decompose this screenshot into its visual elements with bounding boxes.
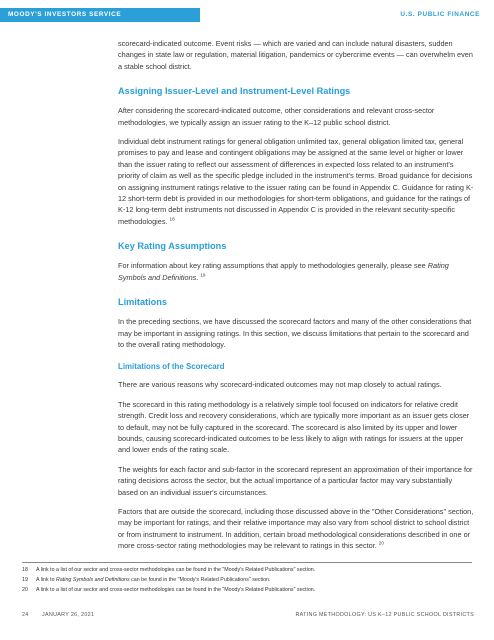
- assign-paragraph-2: Individual debt instrument ratings for general obligation unlimited tax, general obligation limited tax, general promises to pay and lease and contingent obligations may be assigned at the same level or higher or lower than the issuer rating to reflect our assessment of differences in expected loss related to an instrument's priority of claim as well as the specific pledge included in the instrument's terms. Broad guidance for decisions on assigning instrument ratings relative to the issuer rating can be found in Appendix C. Guidance for rating K-12 short-term debt is provided in our methodologies for short-term obligations, and guidance for the ratings of K-12 long-term debt instruments not discussed in Appendix C is provided in the relevant security-specific methodologies. $^{18}$: [118, 137, 474, 226]
- footnote-ref-19[interactable]: 19: [200, 272, 206, 278]
- footnote-19: 19 A link to Rating Symbols and Definitions can be found in the "Moody's Related Publications" section.: [22, 577, 271, 583]
- scorecard-limit-paragraph-2: The scorecard in this rating methodology is a relatively simple tool focused on indicators for relative credit strength. Credit loss and recovery considerations, which are typically more important as an issuer gets closer to default, may not be fully captured in the scorecard. The scorecard is also limited by its upper and lower bounds, causing scorecard-indicated outcomes to be less likely to align with ratings for issuers at the upper and lower ends of the rating scale.: [118, 399, 470, 455]
- footer-date: JANUARY 26, 2021: [42, 612, 95, 618]
- assign-paragraph-1: After considering the scorecard-indicated outcome, other considerations and relevant cross-sector methodologies, we typically assign an issuer rating to the K–12 public school district.: [118, 106, 435, 127]
- heading-key-rating-assumptions: Key Rating Assumptions: [118, 241, 227, 252]
- heading-limitations-scorecard: Limitations of the Scorecard: [118, 362, 225, 372]
- footnote-20: 20 A link to a list of our sector and cross-sector methodologies can be found in the "Moody's Related Publications" section.: [22, 587, 316, 593]
- footnote-ref-18[interactable]: 18: [169, 216, 175, 222]
- limitations-paragraph: In the preceding sections, we have discussed the scorecard factors and many of the other considerations that may be important in assigning ratings. In this section, we discuss limitations that pertain to the scorecard and to the overall rating methodology.: [118, 317, 472, 349]
- key-assumptions-paragraph: For information about key rating assumptions that apply to methodologies generally, please see Rating Symbols and Definitions. $^{19}$: [118, 261, 449, 282]
- footnote-divider: [22, 562, 472, 563]
- rating-symbols-title: Rating Symbols and Definitions: [118, 261, 449, 282]
- scorecard-limit-paragraph-1: There are various reasons why scorecard-indicated outcomes may not map closely to actual ratings.: [118, 380, 442, 390]
- footnote-18: 18 A link to a list of our sector and cross-sector methodologies can be found in the "Moody's Related Publications" section.: [22, 567, 316, 573]
- scorecard-limit-paragraph-3: The weights for each factor and sub-factor in the scorecard represent an approximation of their importance for rating decisions across the sector, but the actual importance of a particular factor may vary substantially based on an individual issuer's circumstances.: [118, 464, 473, 497]
- footer-document-title: RATING METHODOLOGY: US K–12 PUBLIC SCHOOL DISTRICTS: [295, 612, 474, 618]
- heading-limitations: Limitations: [118, 297, 168, 308]
- footnote-number: 20: [22, 587, 28, 593]
- heading-assigning-ratings: Assigning Issuer-Level and Instrument-Level Ratings: [118, 86, 351, 97]
- footnote-number: 18: [22, 567, 28, 573]
- footnote-ref-20[interactable]: 20: [378, 540, 384, 546]
- footer-page-number: 24: [22, 612, 29, 618]
- intro-paragraph: scorecard-indicated outcome. Event risks — which are varied and can include natural disasters, sudden changes in state law or regulation, material litigation, pandemics or cybercrime events — can overwhelm even a stable school district.: [118, 39, 473, 71]
- header-section: U.S. PUBLIC FINANCE: [400, 11, 480, 18]
- header-publisher: MOODY'S INVESTORS SERVICE: [0, 8, 200, 22]
- page-header: [0, 8, 494, 24]
- footnote-number: 19: [22, 577, 28, 583]
- scorecard-limit-paragraph-4: Factors that are outside the scorecard, including those discussed above in the "Other Considerations" section, may be important for ratings, and their relative importance may also vary from school district to school district or from instrument to instrument. In addition, certain broad methodological considerations described in one or more cross-sector rating methodologies may be relevant to ratings in this sector. $^{20}$: [118, 506, 474, 551]
- main-content: [118, 38, 474, 560]
